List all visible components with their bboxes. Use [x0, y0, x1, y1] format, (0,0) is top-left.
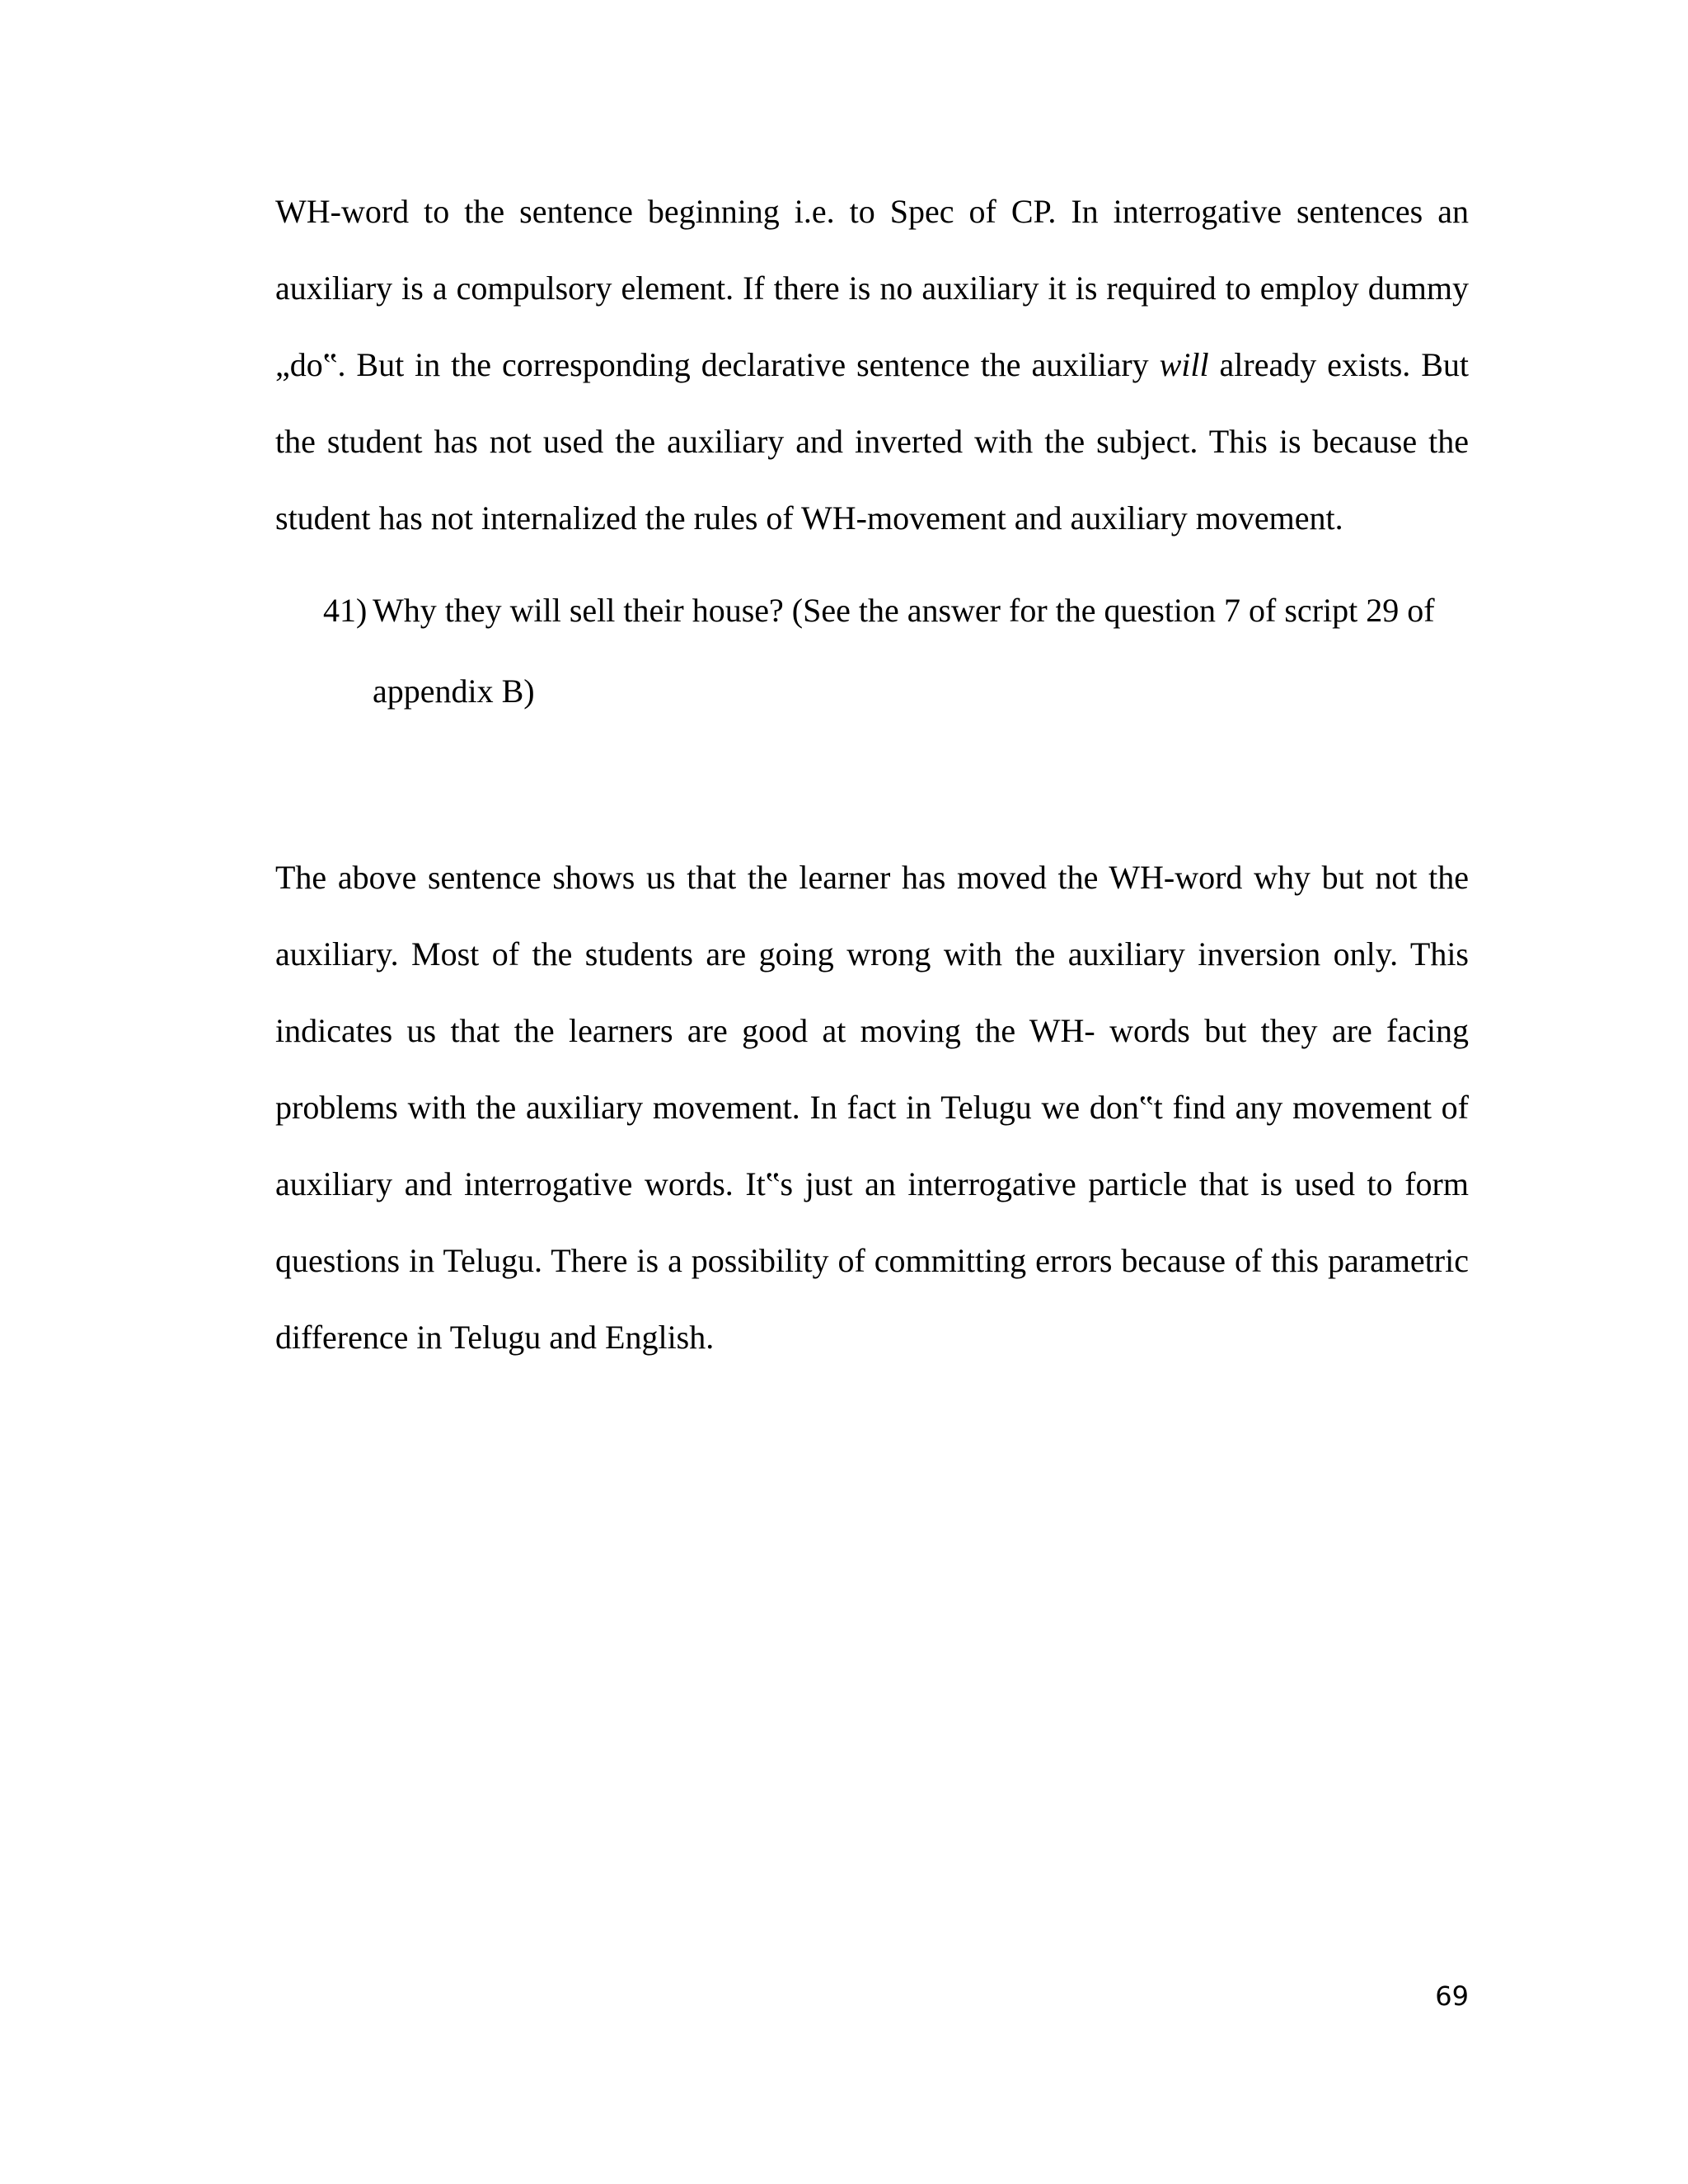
page-number: 69 [1435, 1980, 1469, 2012]
example-number: 41) [323, 592, 368, 629]
body-paragraph-1 [275, 173, 1469, 556]
numbered-example-41 [323, 570, 1493, 732]
example-line-2: appendix B) [373, 673, 535, 710]
example-line-1: Why they will sell their house? (See the answer for the question 7 of script 29 of [373, 592, 1435, 629]
paragraph-1-text-start: WH-word to the sentence beginning i.e. to Spec of CP. In interrogative sentences an auxiliary is a compulsory element. If there is no auxiliary it is required to employ dummy „do‟. But in the corresponding declarative sentence the auxiliary [275, 193, 1469, 383]
paragraph-1-text-end: already exists. But the student has not used the auxiliary and inverted with the subject. This is because the student has not internalized the rules of WH-movement and auxiliary movement. [275, 346, 1469, 537]
body-paragraph-2: The above sentence shows us that the learner has moved the WH-word why but not the auxiliary. Most of the students are going wrong with the auxiliary inversion only. This indicates us that the learners are good at moving the WH- words but they are facing problems with the auxiliary movement. In fact in Telugu we don‟t find any movement of auxiliary and interrogative words. It‟s just an interrogative particle that is used to form questions in Telugu. There is a possibility of committing errors because of this parametric difference in Telugu and English. [275, 859, 1469, 1356]
italic-word-will: will [1159, 346, 1209, 383]
